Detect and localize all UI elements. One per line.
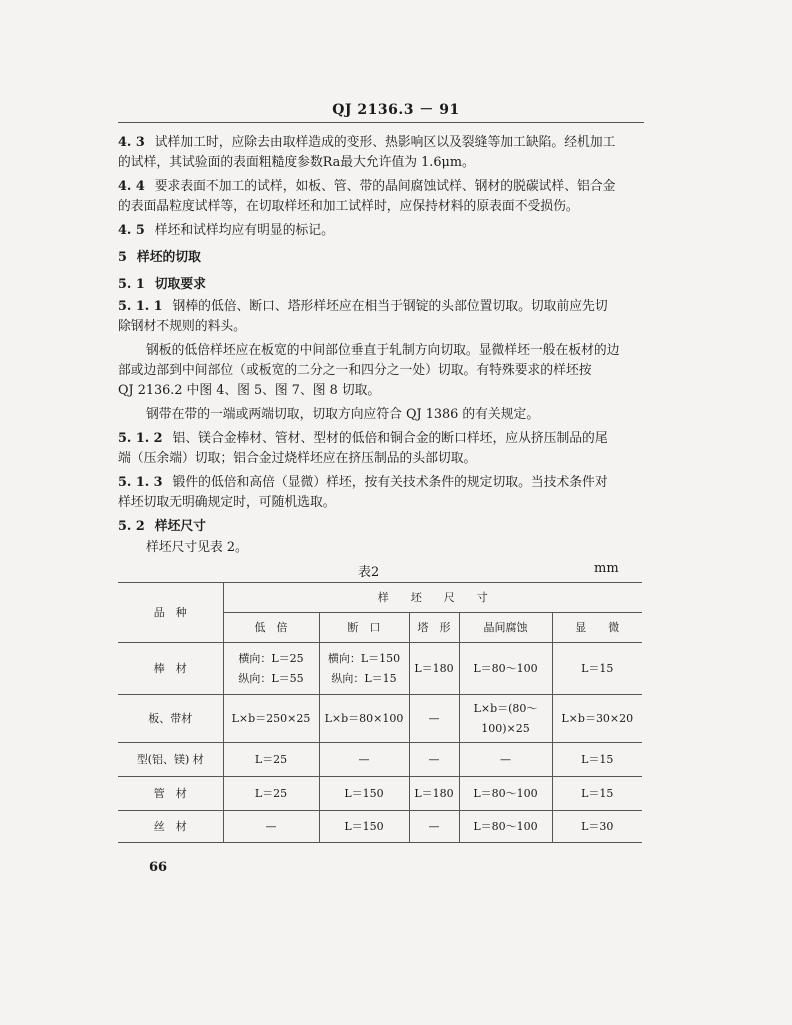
table-cell: L＝25	[223, 777, 319, 811]
table-cell: L＝180	[409, 777, 459, 811]
line-text: 要求表面不加工的试样，如板、管、带的晶间腐蚀试样、钢材的脱碳试样、铝合金	[154, 179, 616, 194]
text-line	[118, 361, 644, 381]
text-line	[118, 221, 644, 241]
table-cell: L＝15	[552, 743, 642, 777]
col-header-variety: 品 种	[118, 583, 223, 643]
clause-number: 5. 2	[118, 519, 145, 534]
table-cell: 横向：L＝150 纵向：L＝15	[319, 643, 409, 695]
table-cell: —	[409, 811, 459, 843]
clause-number: 4. 4	[118, 179, 145, 194]
clause-number: 4. 3	[118, 135, 145, 150]
table-cell: L×b＝250×25	[223, 695, 319, 743]
line-text: 除钢材不规则的料头。	[118, 319, 246, 334]
table-row	[118, 643, 642, 695]
line-text: 样坯的切取	[136, 250, 201, 265]
sub-header: 显 微	[552, 613, 642, 643]
line-text: 样坯和试样均应有明显的标记。	[154, 223, 334, 238]
line-text: 的表面晶粒度试样等，在切取样坯和加工试样时，应保持材料的原表面不受损伤。	[118, 199, 579, 214]
table-cell: —	[459, 743, 552, 777]
text-line	[146, 405, 644, 425]
table-cell: —	[319, 743, 409, 777]
line-text: 部或边部到中间部位（或板宽的二分之一和四分之一处）切取。有特殊要求的样坯按	[118, 363, 592, 378]
line-text: 钢带在带的一端或两端切取，切取方向应符合 QJ 1386 的有关规定。	[146, 407, 540, 422]
doc-header: QJ 2136.3 － 91	[332, 102, 460, 118]
sub-header: 塔 形	[409, 613, 459, 643]
text-line	[118, 381, 644, 401]
line-text: 锻件的低倍和高倍（显微）样坯，按有关技术条件的规定切取。当技术条件对	[172, 475, 608, 490]
header-rule	[118, 122, 644, 123]
table-row	[118, 743, 642, 777]
clause-number: 5. 1. 3	[118, 475, 163, 490]
text-line	[118, 197, 644, 217]
text-line	[118, 177, 644, 197]
table-caption: 表2	[358, 565, 380, 580]
text-line	[118, 275, 644, 295]
clause-number: 5. 1. 2	[118, 431, 163, 446]
line-text: 端（压余端）切取；铝合金过烧样坯应在挤压制品的头部切取。	[118, 451, 477, 466]
text-line	[118, 153, 644, 173]
table-cell: L＝150	[319, 777, 409, 811]
line-text: 样坯尺寸见表 2。	[146, 540, 248, 555]
text-line	[118, 517, 644, 537]
line-text: 钢棒的低倍、断口、塔形样坯应在相当于钢锭的头部位置切取。切取前应先切	[172, 299, 608, 314]
text-line	[118, 449, 644, 469]
text-line	[146, 341, 644, 361]
table-row	[118, 777, 642, 811]
table-cell: —	[223, 811, 319, 843]
table-row	[118, 811, 642, 843]
line-text: 试样加工时，应除去由取样造成的变形、热影响区以及裂缝等加工缺陷。经机加工	[154, 135, 616, 150]
table-cell: —	[409, 695, 459, 743]
line-text: 的试样，其试验面的表面粗糙度参数Ra最大允许值为 1.6μm。	[118, 155, 475, 170]
table-cell: L×b＝(80～ 100)×25	[459, 695, 552, 743]
clause-number: 5. 1	[118, 277, 145, 292]
text-line	[118, 297, 644, 317]
line-text: QJ 2136.2 中图 4、图 5、图 7、图 8 切取。	[118, 383, 381, 398]
line-text: 样坯尺寸	[154, 519, 206, 534]
table-cell: L×b＝80×100	[319, 695, 409, 743]
clause-number: 5. 1. 1	[118, 299, 163, 314]
text-line	[118, 473, 644, 493]
table-cell: L＝80～100	[459, 643, 552, 695]
clause-number: 5	[118, 250, 127, 265]
sub-header: 低 倍	[223, 613, 319, 643]
sub-header: 晶间腐蚀	[459, 613, 552, 643]
text-line	[118, 429, 644, 449]
line-text: 铝、镁合金棒材、管材、型材的低倍和铜合金的断口样坯，应从挤压制品的尾	[172, 431, 608, 446]
line-text: 样坯切取无明确规定时，可随机选取。	[118, 495, 336, 510]
sub-header: 断 口	[319, 613, 409, 643]
row-name: 型(铝、镁) 材	[118, 743, 223, 777]
table-cell: L＝180	[409, 643, 459, 695]
page-number: 66	[149, 860, 168, 875]
row-name: 板、带材	[118, 695, 223, 743]
table-cell: L＝25	[223, 743, 319, 777]
text-line	[118, 317, 644, 337]
row-name: 丝 材	[118, 811, 223, 843]
group-header: 样 坯 尺 寸	[223, 583, 642, 613]
text-line	[146, 538, 644, 558]
row-name: 棒 材	[118, 643, 223, 695]
table-cell: L＝80～100	[459, 811, 552, 843]
row-name: 管 材	[118, 777, 223, 811]
table-cell: 横向：L＝25 纵向：L＝55	[223, 643, 319, 695]
line-text: 钢板的低倍样坯应在板宽的中间部位垂直于轧制方向切取。显微样坯一般在板材的边	[146, 343, 620, 358]
table-cell: L＝30	[552, 811, 642, 843]
text-line	[118, 133, 644, 153]
table-unit: mm	[594, 561, 619, 576]
clause-number: 4. 5	[118, 223, 145, 238]
table-cell: L＝15	[552, 777, 642, 811]
table-cell: —	[409, 743, 459, 777]
table-cell: L×b＝30×20	[552, 695, 642, 743]
table-cell: L＝80～100	[459, 777, 552, 811]
text-line	[118, 248, 644, 268]
table-cell: L＝150	[319, 811, 409, 843]
text-line	[118, 493, 644, 513]
table-cell: L＝15	[552, 643, 642, 695]
line-text: 切取要求	[154, 277, 206, 292]
specimen-size-table	[118, 582, 642, 843]
table-row	[118, 695, 642, 743]
